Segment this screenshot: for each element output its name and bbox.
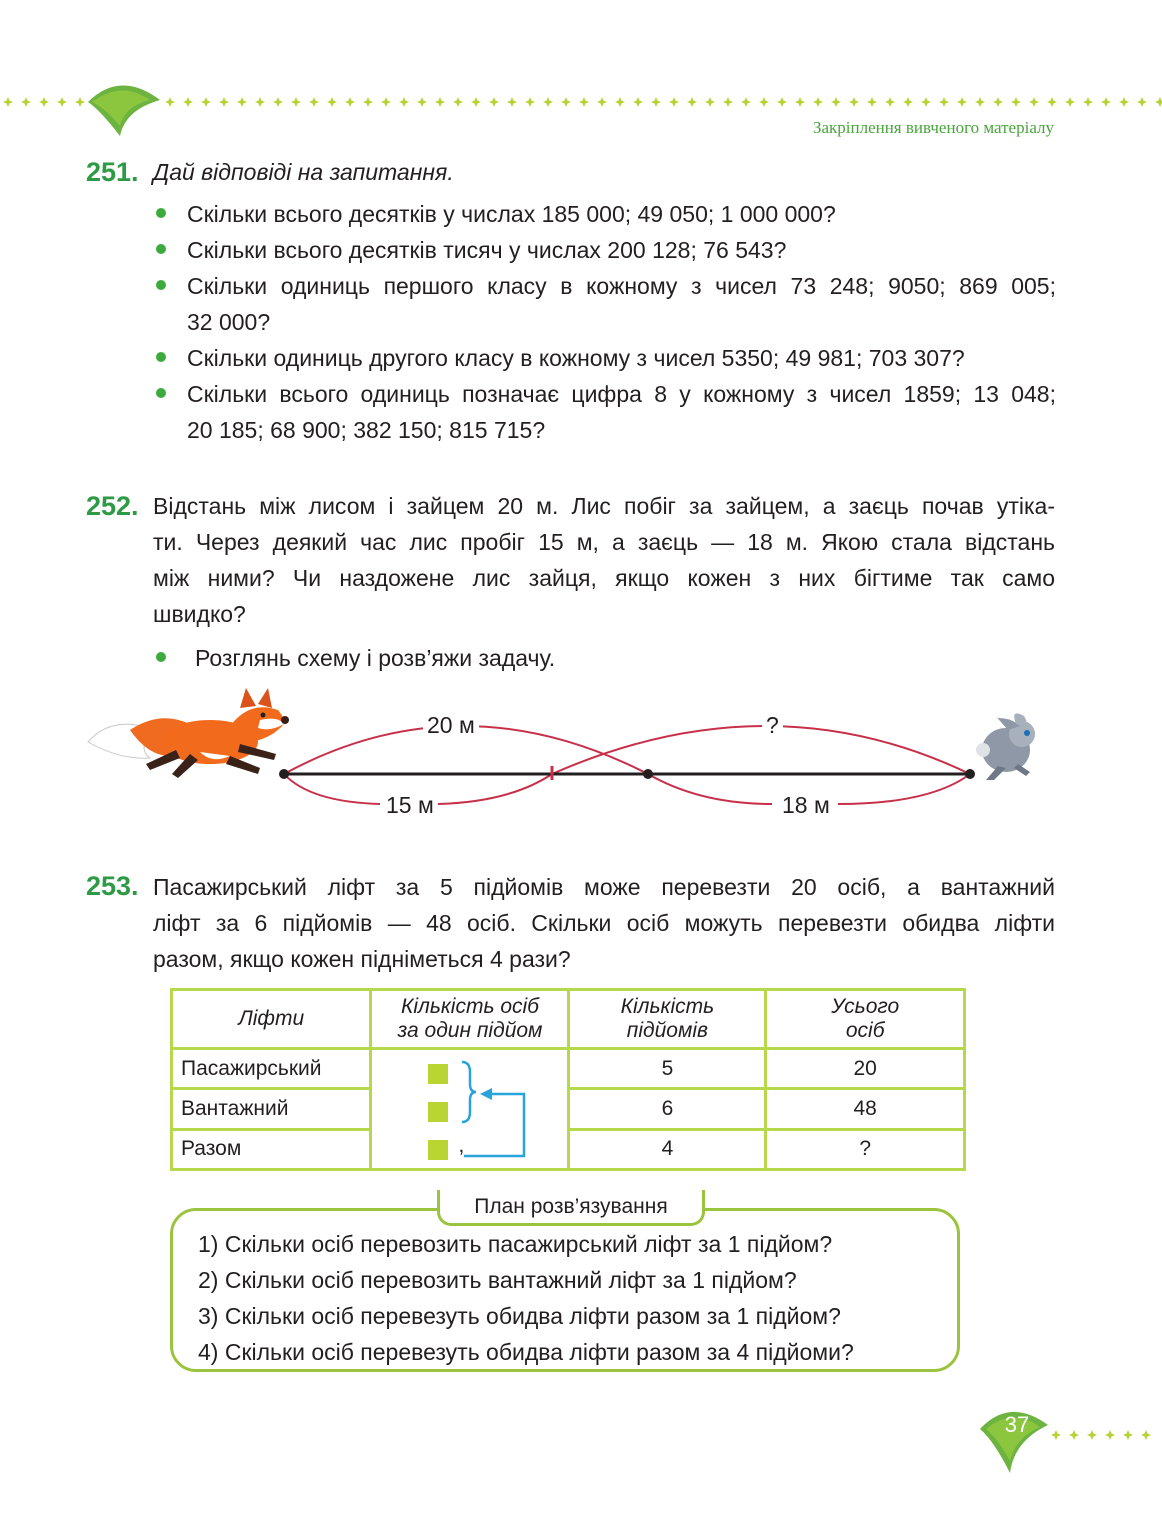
list-item: Скільки одиниць першого класу в кожному з чисел 73 248; 9050; 869 005; 32 000? xyxy=(154,268,1056,340)
list-item: 4) Скільки осіб перевезуть обидва ліфти разом за 4 підйоми? xyxy=(198,1339,854,1365)
task-251-prompt: Дай відповіді на запитання. xyxy=(153,159,454,185)
bullet-dot-icon xyxy=(156,280,166,290)
list-item: Розглянь схему і розв’яжи задачу. xyxy=(154,640,1056,676)
task-252-text: Відстань між лисом і зайцем 20 м. Лис побіг за зайцем, а заєць почав утіка- ти. Через деякий час лис пробіг 15 м, а заєць — 18 м. Якою стала відстань між ними? Чи наздожене лис зайця, якщо кожен з них бігтиме так само швидко? xyxy=(153,493,1055,627)
lifts-table xyxy=(170,988,966,1171)
section-title: Закріплення вивченого матеріалу xyxy=(812,118,1054,137)
list-item: Скільки одиниць другого класу в кожному з чисел 5350; 49 981; 703 307? xyxy=(154,340,1056,376)
table-row: Разом 4 ? xyxy=(172,1129,965,1169)
list-item: Скільки всього десятків тисяч у числах 200 128; 76 543? xyxy=(154,232,1056,268)
unknown-square-3 xyxy=(428,1140,448,1160)
point-middle xyxy=(643,769,653,779)
header-lifts: Ліфти xyxy=(172,990,371,1049)
header-lifts-count: Кількість підйомів xyxy=(569,990,766,1049)
list-item: Скільки всього десятків у числах 185 000; 49 050; 1 000 000? xyxy=(154,196,1056,232)
unknown-square-2 xyxy=(428,1102,448,1122)
page-number: 37 xyxy=(1004,1412,1030,1437)
plan-title: План розв’язування xyxy=(437,1190,705,1226)
task-253-text: Пасажирський ліфт за 5 підйомів може перевезти 20 осіб, а вантажний ліфт за 6 підйомів — 48 осіб. Скільки осіб можуть перевезти обидва ліфти разом, якщо кожен підніметься 4 рази? xyxy=(153,874,1055,972)
list-item: 2) Скільки осіб перевозить вантажний ліфт за 1 підйом? xyxy=(198,1267,797,1293)
bullet-dot-icon xyxy=(156,352,166,362)
list-item: 1) Скільки осіб перевозить пасажирський ліфт за 1 підйом? xyxy=(198,1231,833,1257)
comma-mark: , xyxy=(458,1134,465,1157)
arc-18m xyxy=(648,774,772,804)
table-header-row xyxy=(172,990,965,1049)
arc-15m-right xyxy=(438,774,552,804)
label-15m: 15 м xyxy=(382,792,438,819)
fox-icon xyxy=(88,688,289,778)
arc-unknown xyxy=(552,726,970,774)
task-number-251: 251. xyxy=(86,157,139,187)
bullet-dot-icon xyxy=(156,388,166,398)
header-per-lift: Кількість осіб за один підйом xyxy=(371,990,569,1049)
label-20m: 20 м xyxy=(423,712,479,739)
distance-scheme xyxy=(80,680,1070,830)
label-question: ? xyxy=(762,712,783,739)
bullet-dot-icon xyxy=(156,244,166,254)
point-hare xyxy=(965,769,975,779)
task-number-253: 253. xyxy=(86,871,139,901)
unknown-square-1 xyxy=(428,1064,448,1084)
table-row: Вантажний 6 48 xyxy=(172,1089,965,1129)
arc-18m-right xyxy=(838,774,970,804)
label-18m: 18 м xyxy=(778,792,834,819)
brace-icon xyxy=(462,1062,476,1122)
task-252-bullet xyxy=(154,640,1056,676)
arc-15m xyxy=(284,774,380,804)
task-251-questions xyxy=(154,196,1056,448)
plan-steps xyxy=(198,1226,854,1370)
bullet-dot-icon xyxy=(156,208,166,218)
task-number-252: 252. xyxy=(86,491,139,521)
list-item: Скільки всього одиниць позначає цифра 8 у кожному з чисел 1859; 13 048; 20 185; 68 900; 382 150; 815 715? xyxy=(154,376,1056,448)
point-fox xyxy=(279,769,289,779)
table-row: Пасажирський , 5 20 xyxy=(172,1049,965,1089)
bracket-arrow-diagram xyxy=(372,1050,564,1168)
per-lift-cell xyxy=(371,1049,569,1170)
list-item: 3) Скільки осіб перевезуть обидва ліфти разом за 1 підйом? xyxy=(198,1303,841,1329)
bullet-dot-icon xyxy=(156,652,166,662)
arrow-icon xyxy=(464,1094,524,1156)
header-total: Усього осіб xyxy=(766,990,965,1049)
hare-icon xyxy=(976,713,1035,780)
